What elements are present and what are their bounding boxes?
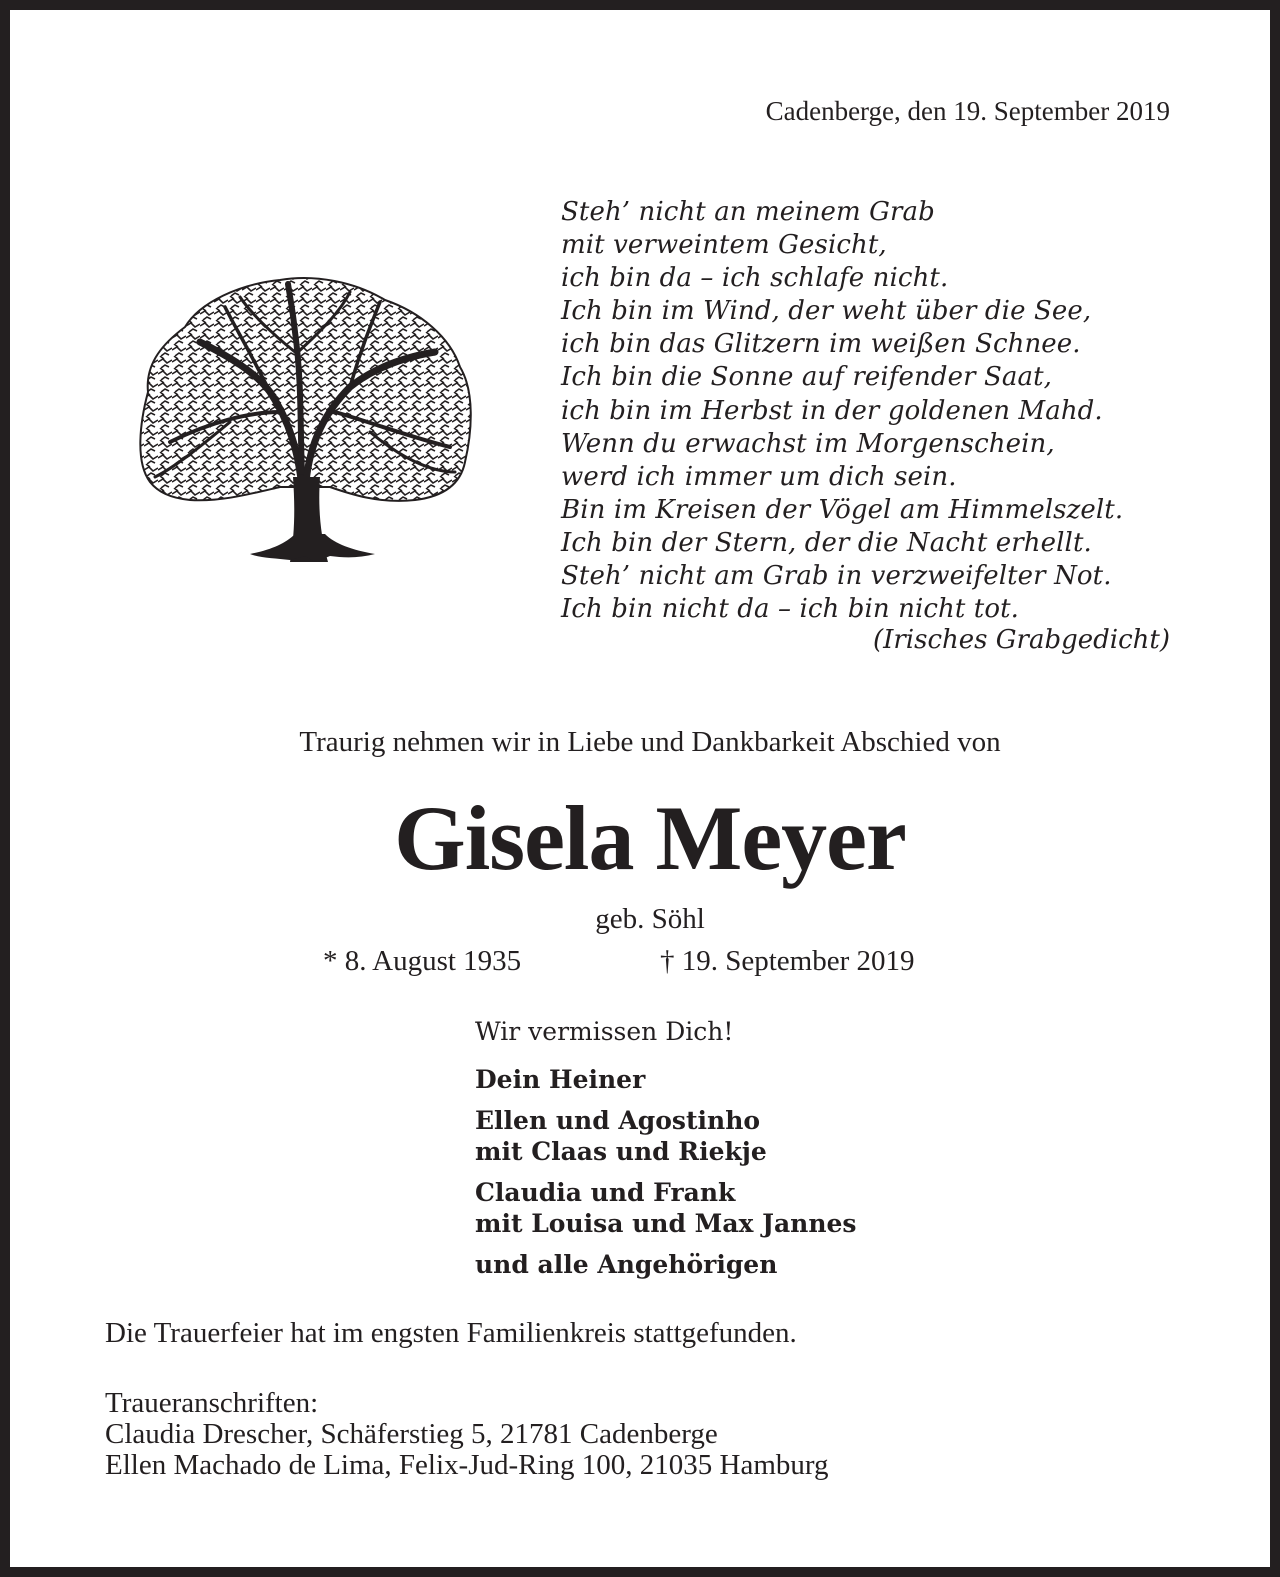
service-note: Die Trauerfeier hat im engsten Familienkreis stattgefunden. — [105, 1317, 797, 1349]
poem-line: ich bin da – ich schlafe nicht. — [561, 263, 949, 294]
poem-line: ich bin das Glitzern im weißen Schnee. — [561, 329, 1081, 360]
birth-date: * 8. August 1935 — [323, 945, 522, 977]
tree-icon — [130, 272, 480, 564]
address-line: Ellen Machado de Lima, Felix-Jud-Ring 100, 21035 Hamburg — [105, 1449, 829, 1481]
mourner-line: mit Louisa und Max Jannes — [475, 1209, 857, 1238]
poem-line: Wenn du erwachst im Morgenschein, — [561, 428, 1055, 459]
poem-line: Ich bin im Wind, der weht über die See, — [561, 296, 1092, 327]
poem — [561, 196, 1123, 626]
poem-line: Ich bin die Sonne auf reifender Saat, — [561, 362, 1052, 393]
mourner-line: Ellen und Agostinho — [475, 1106, 761, 1135]
poem-line: mit verweintem Gesicht, — [561, 230, 887, 261]
poem-line: Ich bin der Stern, der die Nacht erhellt. — [561, 527, 1092, 558]
condolence-addresses — [105, 1388, 829, 1481]
mourner-group — [475, 1249, 856, 1280]
mourner-line: mit Claas und Riekje — [475, 1137, 767, 1166]
mourner-line: Claudia und Frank — [475, 1178, 736, 1207]
mourner-line: Dein Heiner — [475, 1065, 646, 1094]
mourner-group — [475, 1064, 856, 1095]
poem-line: Ich bin nicht da – ich bin nicht tot. — [561, 594, 1020, 625]
poem-line: werd ich immer um dich sein. — [561, 461, 957, 492]
mourner-group — [475, 1105, 856, 1167]
mourners-message: Wir vermissen Dich! — [475, 1017, 734, 1046]
place-date: Cadenberge, den 19. September 2019 — [765, 96, 1170, 126]
poem-line: Bin im Kreisen der Vögel am Himmelszelt. — [561, 494, 1124, 525]
poem-line: Steh’ nicht an meinem Grab — [561, 197, 935, 227]
mourners — [475, 1017, 856, 1290]
death-date: † 19. September 2019 — [660, 945, 915, 977]
mourner-line: und alle Angehörigen — [475, 1250, 778, 1279]
poem-line: ich bin im Herbst in der goldenen Mahd. — [561, 395, 1103, 426]
deceased-name: Gisela Meyer — [394, 787, 906, 889]
birth-name: geb. Söhl — [595, 903, 705, 935]
poem-source: (Irisches Grabgedicht) — [872, 625, 1170, 655]
address-line: Claudia Drescher, Schäferstieg 5, 21781 Cadenberge — [105, 1418, 718, 1450]
poem-line: Steh’ nicht am Grab in verzweifelter Not. — [561, 561, 1112, 592]
announcement-intro: Traurig nehmen wir in Liebe und Dankbarkeit Abschied von — [299, 726, 1001, 758]
addresses-label: Traueranschriften: — [105, 1387, 319, 1419]
mourner-group — [475, 1177, 856, 1239]
